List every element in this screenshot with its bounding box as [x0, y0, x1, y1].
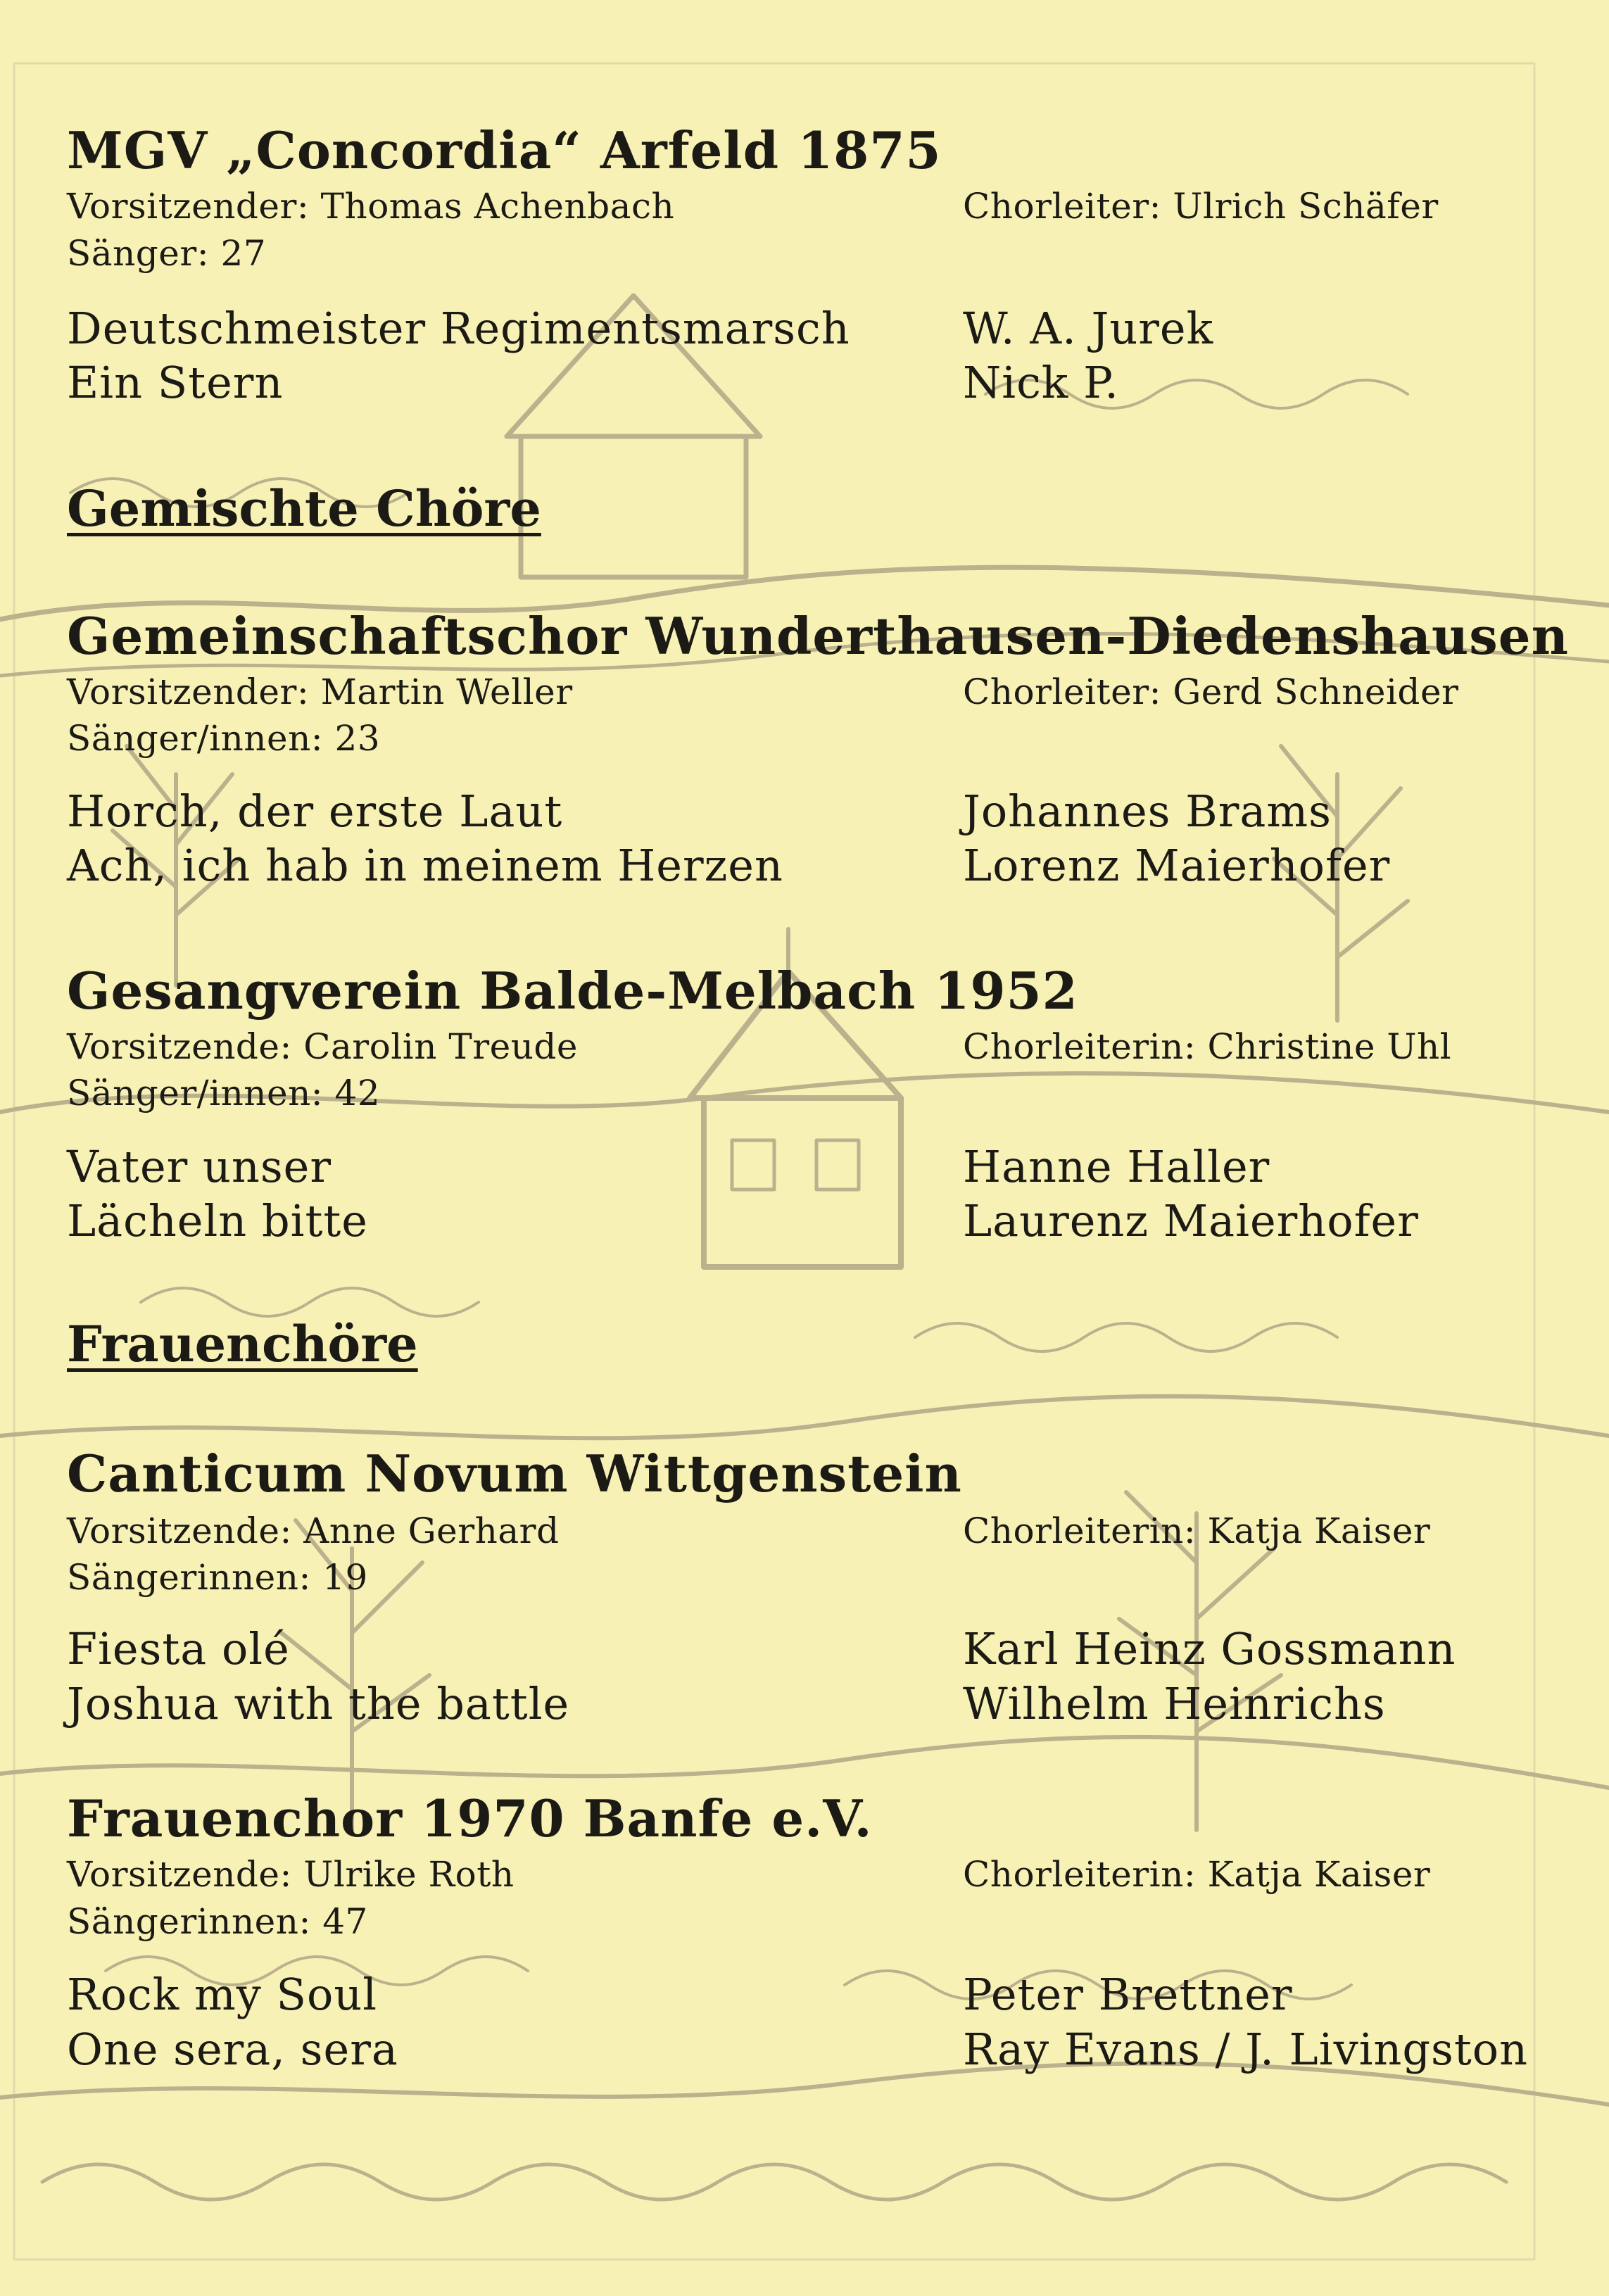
choir-chair: Vorsitzende: Carolin Treude	[67, 1026, 579, 1067]
song-composer: Laurenz Maierhofer	[963, 1195, 1419, 1247]
song-composer: Hanne Haller	[963, 1141, 1270, 1192]
choir-title: MGV „Concordia“ Arfeld 1875	[67, 120, 942, 180]
choir-chair: Vorsitzende: Ulrike Roth	[67, 1854, 515, 1895]
song-composer: Nick P.	[963, 357, 1119, 408]
choir-title: Gemeinschaftschor Wunderthausen-Diedenshausen	[67, 606, 1569, 666]
choir-title: Gesangverein Balde-Melbach 1952	[67, 961, 1078, 1021]
song-title: Vater unser	[67, 1141, 332, 1192]
song-title: One sera, sera	[67, 2024, 398, 2075]
song-title: Rock my Soul	[67, 1969, 378, 2020]
song-title: Fiesta olé	[67, 1623, 290, 1674]
choir-singers: Sängerinnen: 47	[67, 1901, 368, 1942]
song-composer: Karl Heinz Gossmann	[963, 1623, 1456, 1674]
song-composer: W. A. Jurek	[963, 303, 1214, 354]
song-title: Horch, der erste Laut	[67, 786, 563, 837]
choir-singers: Sänger/innen: 23	[67, 718, 381, 759]
choir-conductor: Chorleiter: Gerd Schneider	[963, 671, 1459, 712]
choir-conductor: Chorleiterin: Katja Kaiser	[963, 1854, 1431, 1895]
choir-singers: Sängerinnen: 19	[67, 1557, 368, 1598]
choir-chair: Vorsitzende: Anne Gerhard	[67, 1510, 560, 1551]
choir-conductor: Chorleiterin: Katja Kaiser	[963, 1510, 1431, 1551]
choir-singers: Sänger: 27	[67, 233, 267, 274]
choir-chair: Vorsitzender: Martin Weller	[67, 671, 573, 712]
song-title: Joshua with the battle	[67, 1678, 570, 1729]
song-composer: Lorenz Maierhofer	[963, 840, 1391, 891]
song-title: Ach, ich hab in meinem Herzen	[67, 840, 783, 891]
song-composer: Peter Brettner	[963, 1969, 1293, 2020]
choir-title: Canticum Novum Wittgenstein	[67, 1444, 962, 1503]
section-heading: Frauenchöre	[67, 1315, 418, 1373]
choir-conductor: Chorleiterin: Christine Uhl	[963, 1026, 1452, 1067]
section-heading: Gemischte Chöre	[67, 479, 541, 538]
song-composer: Ray Evans / J. Livingston	[963, 2024, 1529, 2075]
song-title: Deutschmeister Regimentsmarsch	[67, 303, 850, 354]
choir-chair: Vorsitzender: Thomas Achenbach	[67, 186, 675, 227]
song-composer: Johannes Brams	[963, 786, 1332, 837]
song-composer: Wilhelm Heinrichs	[963, 1678, 1386, 1729]
choir-singers: Sänger/innen: 42	[67, 1073, 381, 1114]
choir-title: Frauenchor 1970 Banfe e.V.	[67, 1789, 873, 1848]
choir-conductor: Chorleiter: Ulrich Schäfer	[963, 186, 1439, 227]
song-title: Ein Stern	[67, 357, 284, 408]
song-title: Lächeln bitte	[67, 1195, 368, 1247]
